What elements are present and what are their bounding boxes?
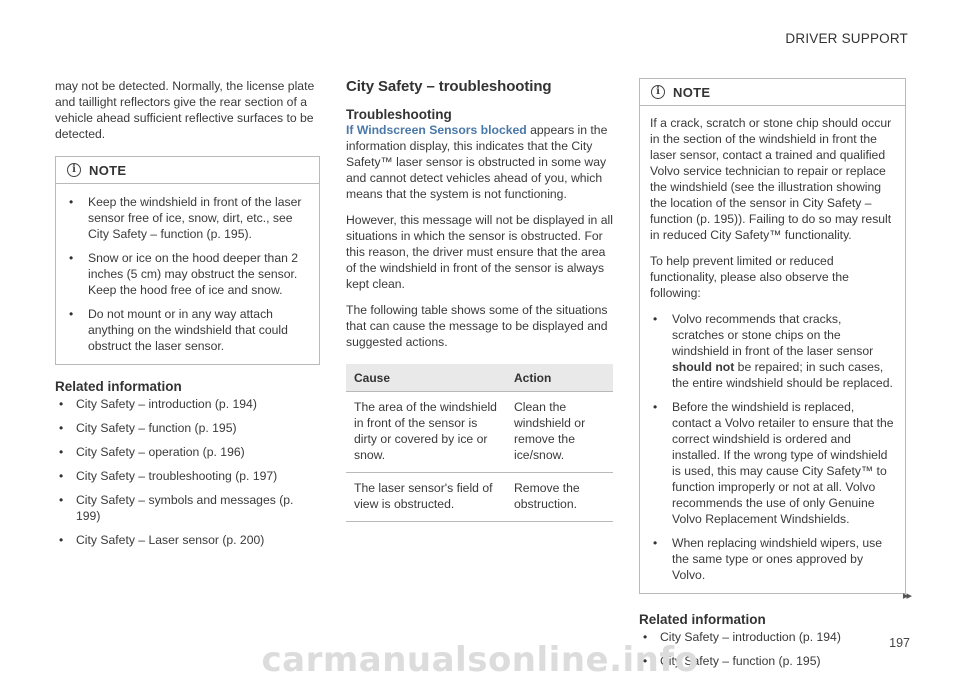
related-link[interactable]: • City Safety – troubleshooting (p. 197) [55, 468, 320, 484]
action-cell: Remove the obstruction. [506, 473, 613, 522]
info-icon: i [651, 85, 665, 99]
note-item: • Do not mount or in any way attach anything on the windshield that could obstruct the laser sensor. [66, 306, 309, 354]
action-cell: Clean the windshield or remove the ice/snow. [506, 392, 613, 473]
cause-cell: The area of the windshield in front of the sensor is dirty or covered by ice or snow. [346, 392, 506, 473]
page-number: 197 [889, 636, 910, 650]
note-item-text: be repaired; in such cases, the entire windshield should be replaced. [672, 360, 893, 390]
para-1-text: appears in the information display, this indicates that the City Safety™ laser sensor is obstructed in some way and cannot detect vehicles ahead of you, which means that the system is not functioning. [346, 123, 608, 201]
related-link[interactable]: • City Safety – operation (p. 196) [55, 444, 320, 460]
note-title: NOTE [89, 162, 127, 178]
column-header-action: Action [506, 364, 613, 392]
note-body [56, 184, 319, 364]
troubleshooting-para-1 [346, 122, 614, 202]
related-link[interactable]: • City Safety – Laser sensor (p. 200) [55, 532, 320, 548]
note-item: • Snow or ice on the hood deeper than 2 inches (5 cm) may obstruct the sensor. Keep the hood free of ice and snow. [66, 250, 309, 298]
note-paragraph: To help prevent limited or reduced functionality, please also observe the following: [650, 254, 849, 300]
troubleshooting-para-2: However, this message will not be displayed in all situations in which the sensor is obstructed. For this reason, the driver must ensure that the area of the windshield in front of the sensor is always kept clean. [346, 213, 613, 291]
note-header [640, 79, 905, 106]
column-right [639, 78, 906, 677]
related-info-heading: Related information [55, 379, 182, 394]
table-header-row [346, 364, 613, 392]
section-header: DRIVER SUPPORT [785, 31, 908, 46]
intro-text: may not be detected. Normally, the license plate and taillight reflectors give the rear section of a vehicle ahead sufficient reflective surfaces to be detected. [55, 79, 315, 141]
column-middle [346, 78, 614, 522]
troubleshooting-table [346, 364, 613, 522]
note-box [639, 78, 906, 594]
note-item-emphasis: should not [672, 360, 735, 374]
cause-cell: The laser sensor's field of view is obstructed. [346, 473, 506, 522]
related-link[interactable]: • City Safety – function (p. 195) [639, 653, 906, 669]
related-link[interactable]: • City Safety – introduction (p. 194) [639, 629, 906, 645]
info-icon: i [67, 163, 81, 177]
table-row [346, 473, 613, 522]
note-body [640, 106, 905, 593]
note-list [650, 311, 895, 583]
note-item: • When replacing windshield wipers, use the same type or ones approved by Volvo. [650, 535, 895, 583]
next-page-icon: ▸▸ [902, 590, 910, 602]
note-list [66, 194, 309, 354]
note-item-text: Volvo recommends that cracks, scratches or stone chips on the windshield in front of the laser sensor [672, 312, 874, 358]
watermark: carmanualsonline.info [261, 640, 699, 680]
related-link[interactable]: • City Safety – introduction (p. 194) [55, 396, 320, 412]
note-paragraph: If a crack, scratch or stone chip should occur in the section of the windshield in front the laser sensor, contact a trained and qualified Volvo service technician to repair or replace the windshield (see the illustration showing the location of the sensor in City Safety – function (p. 195)). Failing to do so may result in reduced City Safety™ functionality. [650, 116, 892, 242]
troubleshooting-para-3: The following table shows some of the situations that can cause the message to be displayed and suggested actions. [346, 303, 608, 349]
section-title: City Safety – troubleshooting [346, 78, 552, 95]
related-info-heading: Related information [639, 612, 766, 627]
note-item: • Keep the windshield in front of the laser sensor free of ice, snow, dirt, etc., see City Safety – function (p. 195). [66, 194, 309, 242]
subsection-title: Troubleshooting [346, 107, 452, 122]
column-left [55, 78, 320, 556]
note-item [650, 311, 895, 391]
column-header-cause: Cause [346, 364, 506, 392]
display-message: If Windscreen Sensors blocked [346, 123, 527, 137]
note-item: • Before the windshield is replaced, contact a Volvo retailer to ensure that the correct windshield is ordered and installed. If the wrong type of windshield is used, this may cause City Safety™ to function improperly or not at all. Volvo recommends the use of only Genuine Volvo Replacement Windshields. [650, 399, 895, 527]
note-box [55, 156, 320, 365]
note-header [56, 157, 319, 184]
related-link[interactable]: • City Safety – function (p. 195) [55, 420, 320, 436]
table-row [346, 392, 613, 473]
related-info-list [55, 396, 320, 548]
related-link[interactable]: • City Safety – symbols and messages (p. 199) [55, 492, 320, 524]
note-title: NOTE [673, 84, 711, 100]
